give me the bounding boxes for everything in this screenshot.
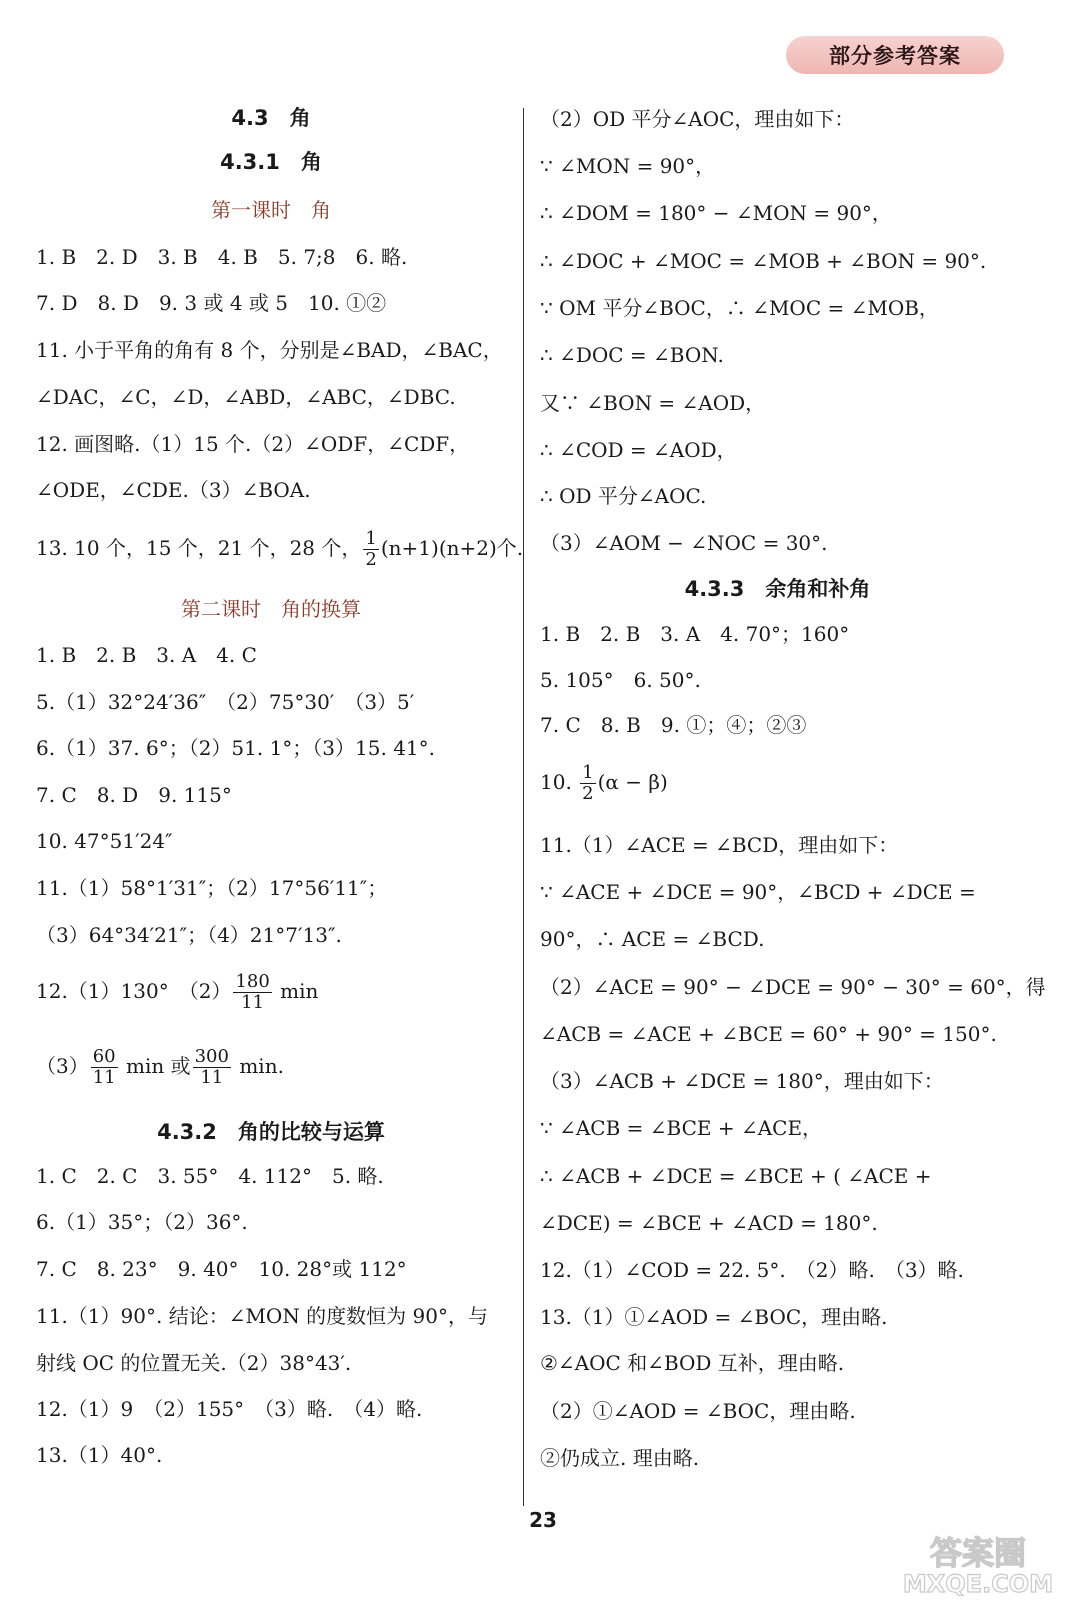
answer-line: ∵ OM 平分∠BOC，∴ ∠MOC = ∠MOB，	[540, 296, 939, 320]
answer-line: （3）∠ACB + ∠DCE = 180°，理由如下：	[540, 1069, 944, 1093]
answer-line: 11. 小于平角的角有 8 个，分别是∠BAD，∠BAC，	[36, 338, 503, 362]
answer-line: ∵ ∠ACE + ∠DCE = 90°，∠BCD + ∠DCE =	[540, 880, 976, 904]
denominator: 2	[582, 783, 594, 804]
answer-line: 射线 OC 的位置无关.（2）38°43′.	[36, 1351, 352, 1375]
subsection-title: 4.3.1 角	[220, 150, 322, 174]
answer-line: ∵ ∠MON = 90°，	[540, 154, 716, 178]
fraction	[91, 1047, 118, 1088]
answer-line: 12.（1）9 （2）155° （3）略. （4）略.	[36, 1397, 423, 1421]
answer-line: （3）64°34′21″；（4）21°7′13″.	[36, 923, 342, 947]
answer-line: ∴ ∠DOC + ∠MOC = ∠MOB + ∠BON = 90°.	[540, 249, 987, 273]
answer-line: （2）OD 平分∠AOC，理由如下：	[540, 107, 855, 131]
answer-line: （2）∠ACE = 90° − ∠DCE = 90° − 30° = 60°，得	[540, 975, 1046, 999]
column-divider	[523, 108, 524, 1506]
text: (n+1)(n+2)个.	[380, 536, 524, 560]
answer-line: 11.（1）∠ACE = ∠BCD，理由如下：	[540, 833, 899, 857]
numerator: 180	[235, 971, 270, 992]
text: min	[273, 979, 319, 1003]
text: 10.	[540, 770, 579, 794]
lesson-title: 第二课时 角的换算	[181, 597, 361, 621]
answer-line: （2）①∠AOD = ∠BOC，理由略.	[540, 1399, 856, 1423]
answer-line: ∴ ∠COD = ∠AOD，	[540, 438, 737, 462]
fraction	[193, 1047, 231, 1088]
answer-line: ②∠AOC 和∠BOD 互补，理由略.	[540, 1351, 845, 1375]
answer-line: 12.（1）∠COD = 22. 5°. （2）略. （3）略.	[540, 1258, 964, 1282]
text: 13. 10 个，15 个，21 个，28 个，	[36, 536, 362, 560]
text: (α − β)	[597, 770, 668, 794]
answer-line: 11.（1）90°. 结论：∠MON 的度数恒为 90°，与	[36, 1304, 488, 1328]
watermark-line2: MXQE.COM	[902, 1570, 1054, 1596]
answer-line: 1. B 2. D 3. B 4. B 5. 7;8 6. 略.	[36, 245, 408, 269]
watermark-line1: 答案圈	[929, 1534, 1027, 1572]
lesson-title: 第一课时 角	[211, 198, 331, 222]
numerator: 300	[194, 1046, 229, 1067]
answer-line: 10. 47°51′24″	[36, 829, 173, 853]
answer-line: 11.（1）58°1′31″；（2）17°56′11″；	[36, 876, 388, 900]
answer-line-fraction	[540, 763, 668, 804]
answer-line: ∴ OD 平分∠AOC.	[540, 484, 707, 508]
answer-line: ∠DAC，∠C，∠D，∠ABD，∠ABC，∠DBC.	[36, 385, 456, 409]
answer-line: （3）∠AOM − ∠NOC = 30°.	[540, 531, 828, 555]
fraction	[233, 972, 271, 1013]
answer-key-badge: 部分参考答案	[786, 36, 1004, 74]
subsection-title: 4.3.3 余角和补角	[684, 577, 871, 601]
fraction	[580, 763, 595, 804]
answer-line: 1. C 2. C 3. 55° 4. 112° 5. 略.	[36, 1164, 384, 1188]
denominator: 11	[200, 1067, 224, 1088]
denominator: 2	[365, 549, 377, 570]
answer-line: 6.（1）35°；（2）36°.	[36, 1210, 248, 1234]
answer-line: 12. 画图略.（1）15 个.（2）∠ODF，∠CDF，	[36, 432, 470, 456]
text: （3）	[36, 1054, 89, 1078]
answer-line: 13.（1）40°.	[36, 1443, 163, 1467]
answer-line: 7. D 8. D 9. 3 或 4 或 5 10. ①②	[36, 291, 387, 315]
answer-line-fraction	[36, 1047, 284, 1088]
answer-line: 1. B 2. B 3. A 4. C	[36, 643, 257, 667]
denominator: 11	[92, 1067, 116, 1088]
answer-line: 7. C 8. 23° 9. 40° 10. 28°或 112°	[36, 1257, 407, 1281]
answer-line-fraction	[36, 972, 318, 1013]
text: min 或	[119, 1054, 191, 1078]
text: min.	[232, 1054, 284, 1078]
answer-line: 5. 105° 6. 50°.	[540, 668, 701, 692]
answer-line: ②仍成立. 理由略.	[540, 1446, 700, 1470]
numerator: 1	[365, 528, 377, 549]
answer-line-fraction	[36, 529, 523, 570]
answer-line: 又∵ ∠BON = ∠AOD，	[540, 391, 766, 415]
text: 12.（1）130° （2）	[36, 979, 232, 1003]
denominator: 11	[241, 992, 265, 1013]
fraction	[363, 529, 378, 570]
answer-line: 7. C 8. D 9. 115°	[36, 783, 232, 807]
answer-line: 13.（1）①∠AOD = ∠BOC，理由略.	[540, 1305, 888, 1329]
answer-line: ∴ ∠ACB + ∠DCE = ∠BCE + ( ∠ACE +	[540, 1164, 932, 1188]
answer-line: 7. C 8. B 9. ①；④；②③	[540, 713, 807, 737]
answer-line: ∵ ∠ACB = ∠BCE + ∠ACE，	[540, 1116, 823, 1140]
page-number: 23	[529, 1508, 557, 1532]
numerator: 60	[92, 1046, 116, 1067]
subsection-title: 4.3.2 角的比较与运算	[157, 1120, 385, 1144]
section-title: 4.3 角	[231, 106, 311, 130]
answer-line: 5.（1）32°24′36″ （2）75°30′ （3）5′	[36, 690, 415, 714]
numerator: 1	[582, 762, 594, 783]
answer-line: ∠DCE) = ∠BCE + ∠ACD = 180°.	[540, 1211, 878, 1235]
answer-line: 6.（1）37. 6°；（2）51. 1°；（3）15. 41°.	[36, 736, 436, 760]
answer-line: ∠ACB = ∠ACE + ∠BCE = 60° + 90° = 150°.	[540, 1022, 997, 1046]
answer-line: 1. B 2. B 3. A 4. 70°；160°	[540, 622, 850, 646]
answer-line: ∴ ∠DOC = ∠BON.	[540, 343, 724, 367]
watermark-logo	[878, 1530, 1078, 1596]
answer-line: ∠ODE，∠CDE.（3）∠BOA.	[36, 478, 311, 502]
answer-line: 90°，∴ ACE = ∠BCD.	[540, 927, 765, 951]
answer-line: ∴ ∠DOM = 180° − ∠MON = 90°，	[540, 201, 892, 225]
